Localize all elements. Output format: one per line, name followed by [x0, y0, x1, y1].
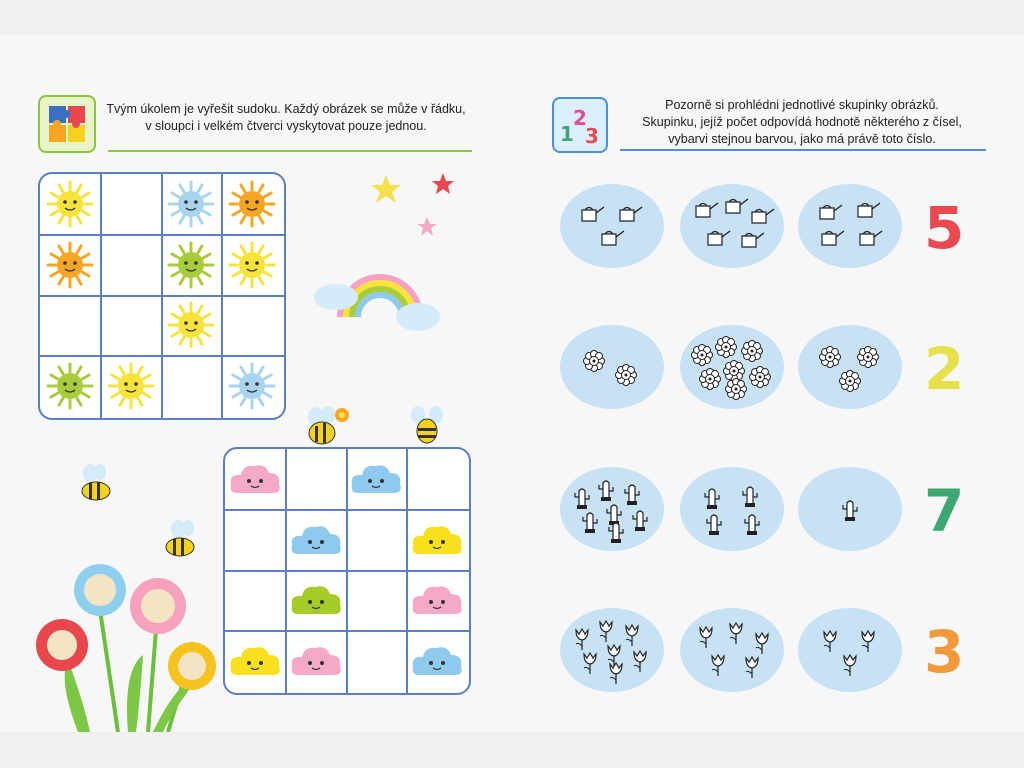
bee-icon: [158, 519, 202, 561]
sun-yellow-icon: [161, 295, 221, 355]
instruction-line: Skupinku, jejíž počet odpovídá hodnotě některého z čísel,: [642, 115, 962, 129]
cactus-icon: [609, 523, 623, 543]
empty-cell[interactable]: [407, 449, 467, 509]
picture-group[interactable]: [680, 467, 784, 551]
picture-group[interactable]: [560, 184, 664, 268]
sun-orange-icon: [222, 174, 282, 234]
picture-group[interactable]: [560, 608, 664, 692]
cactus-icon: [599, 481, 613, 501]
rainbow-decoration: [310, 257, 442, 335]
sun-yellow-icon: [40, 174, 100, 234]
bee-icon: [404, 403, 450, 449]
picture-group[interactable]: [560, 325, 664, 409]
tulip-icon: [634, 651, 646, 672]
tulip-icon: [584, 653, 596, 674]
tulip-icon: [576, 629, 588, 650]
cactus-icon: [575, 489, 589, 509]
flower-icon: [742, 341, 763, 362]
sun-blue-icon: [222, 356, 282, 416]
tulip-icon: [626, 625, 638, 646]
watering-can-icon: [726, 199, 748, 213]
sudoku-instruction: [100, 101, 472, 135]
empty-cell[interactable]: [222, 295, 282, 355]
cloud-blue-icon: [286, 510, 346, 570]
tulip-icon: [700, 627, 712, 648]
cactus-icon: [745, 515, 759, 535]
flower-icon: [616, 365, 637, 386]
flower-icon: [584, 351, 605, 372]
cloud-green-icon: [286, 570, 346, 630]
empty-cell[interactable]: [161, 356, 221, 416]
instruction-line: Tvým úkolem je vyřešit sudoku. Každý obrázek se může v řádku,: [106, 102, 466, 116]
svg-text:3: 3: [585, 124, 599, 148]
cactus-icon: [625, 485, 639, 505]
tulip-icon: [746, 657, 758, 678]
picture-group[interactable]: [680, 184, 784, 268]
watering-can-icon: [742, 233, 764, 247]
flower-icon: [700, 369, 721, 390]
flowers-decoration: [28, 560, 228, 732]
tulip-icon: [712, 655, 724, 676]
flower-icon: [74, 564, 126, 616]
empty-cell[interactable]: [40, 295, 100, 355]
flower-icon: [716, 337, 737, 358]
tulip-icon: [600, 621, 612, 642]
tulip-icon: [730, 623, 742, 644]
target-number: 5: [924, 194, 965, 262]
flower-icon: [726, 379, 747, 400]
cloud-pink-icon: [407, 570, 467, 630]
picture-group[interactable]: [798, 608, 902, 692]
watering-can-icon: [752, 209, 774, 223]
instruction-line: v sloupci i velkém čtverci vyskytovat pouze jednou.: [145, 119, 427, 133]
empty-cell[interactable]: [286, 449, 346, 509]
watering-can-icon: [582, 207, 604, 221]
watering-can-icon: [708, 231, 730, 245]
tulip-icon: [756, 633, 768, 654]
empty-cell[interactable]: [346, 510, 406, 570]
watering-can-icon: [858, 203, 880, 217]
cloud-pink-icon: [225, 449, 285, 509]
picture-group[interactable]: [680, 325, 784, 409]
target-number: 2: [924, 335, 965, 403]
cactus-icon: [707, 515, 721, 535]
svg-text:1: 1: [560, 122, 574, 146]
watering-can-icon: [860, 231, 882, 245]
empty-cell[interactable]: [101, 235, 161, 295]
bee-icon: [296, 403, 356, 453]
bee-icon: [74, 463, 118, 505]
tulip-icon: [862, 631, 874, 652]
tulip-icon: [824, 631, 836, 652]
star-icon: [371, 175, 401, 203]
flower-icon: [750, 367, 771, 388]
empty-cell[interactable]: [225, 510, 285, 570]
cloud-pink-icon: [286, 631, 346, 691]
cloud-yellow-icon: [407, 510, 467, 570]
instruction-underline: [620, 149, 986, 151]
flower-icon: [858, 347, 879, 368]
counting-instruction: [616, 97, 988, 148]
sun-sudoku-grid: [38, 172, 286, 420]
cloud-blue-icon: [346, 449, 406, 509]
target-number: 3: [924, 618, 965, 686]
empty-cell[interactable]: [346, 631, 406, 691]
cloud-yellow-icon: [225, 631, 285, 691]
cactus-icon: [705, 489, 719, 509]
cloud-blue-icon: [407, 631, 467, 691]
cactus-icon: [843, 501, 857, 521]
sun-green-icon: [161, 235, 221, 295]
flower-icon: [724, 361, 745, 382]
flower-icon: [36, 619, 88, 671]
picture-group[interactable]: [798, 184, 902, 268]
picture-group[interactable]: [798, 325, 902, 409]
cactus-icon: [607, 505, 621, 525]
watering-can-icon: [822, 231, 844, 245]
tulip-icon: [844, 655, 856, 676]
watering-can-icon: [820, 205, 842, 219]
watering-can-icon: [620, 207, 642, 221]
star-icon: [417, 217, 437, 236]
empty-cell[interactable]: [225, 570, 285, 630]
instruction-underline: [108, 150, 472, 152]
cactus-icon: [633, 511, 647, 531]
empty-cell[interactable]: [101, 174, 161, 234]
watering-can-icon: [602, 231, 624, 245]
sun-blue-icon: [161, 174, 221, 234]
puzzle-icon: [38, 95, 96, 153]
star-icon: [432, 173, 454, 194]
picture-group[interactable]: [560, 467, 664, 551]
flower-icon: [840, 371, 861, 392]
flower-icon: [692, 345, 713, 366]
numbers-123-icon: [552, 97, 608, 153]
empty-cell[interactable]: [101, 295, 161, 355]
cactus-icon: [743, 487, 757, 507]
tulip-icon: [610, 663, 622, 684]
sun-green-icon: [40, 356, 100, 416]
cactus-icon: [583, 513, 597, 533]
svg-text:2: 2: [573, 106, 587, 130]
watering-can-icon: [696, 203, 718, 217]
instruction-line: vybarvi stejnou barvou, jako má právě toto číslo.: [668, 132, 936, 146]
instruction-line: Pozorně si prohlédni jednotlivé skupinky obrázků.: [665, 98, 939, 112]
empty-cell[interactable]: [346, 570, 406, 630]
flower-icon: [130, 578, 186, 634]
sun-orange-icon: [40, 235, 100, 295]
sun-yellow-icon: [222, 235, 282, 295]
flower-icon: [168, 642, 216, 690]
cloud-sudoku-grid: [223, 447, 471, 695]
star-decoration: [370, 173, 460, 243]
target-number: 7: [924, 477, 965, 545]
picture-group[interactable]: [798, 467, 902, 551]
picture-group[interactable]: [680, 608, 784, 692]
flower-icon: [820, 347, 841, 368]
sun-yellow-icon: [101, 356, 161, 416]
workbook-spread: [0, 35, 1024, 732]
